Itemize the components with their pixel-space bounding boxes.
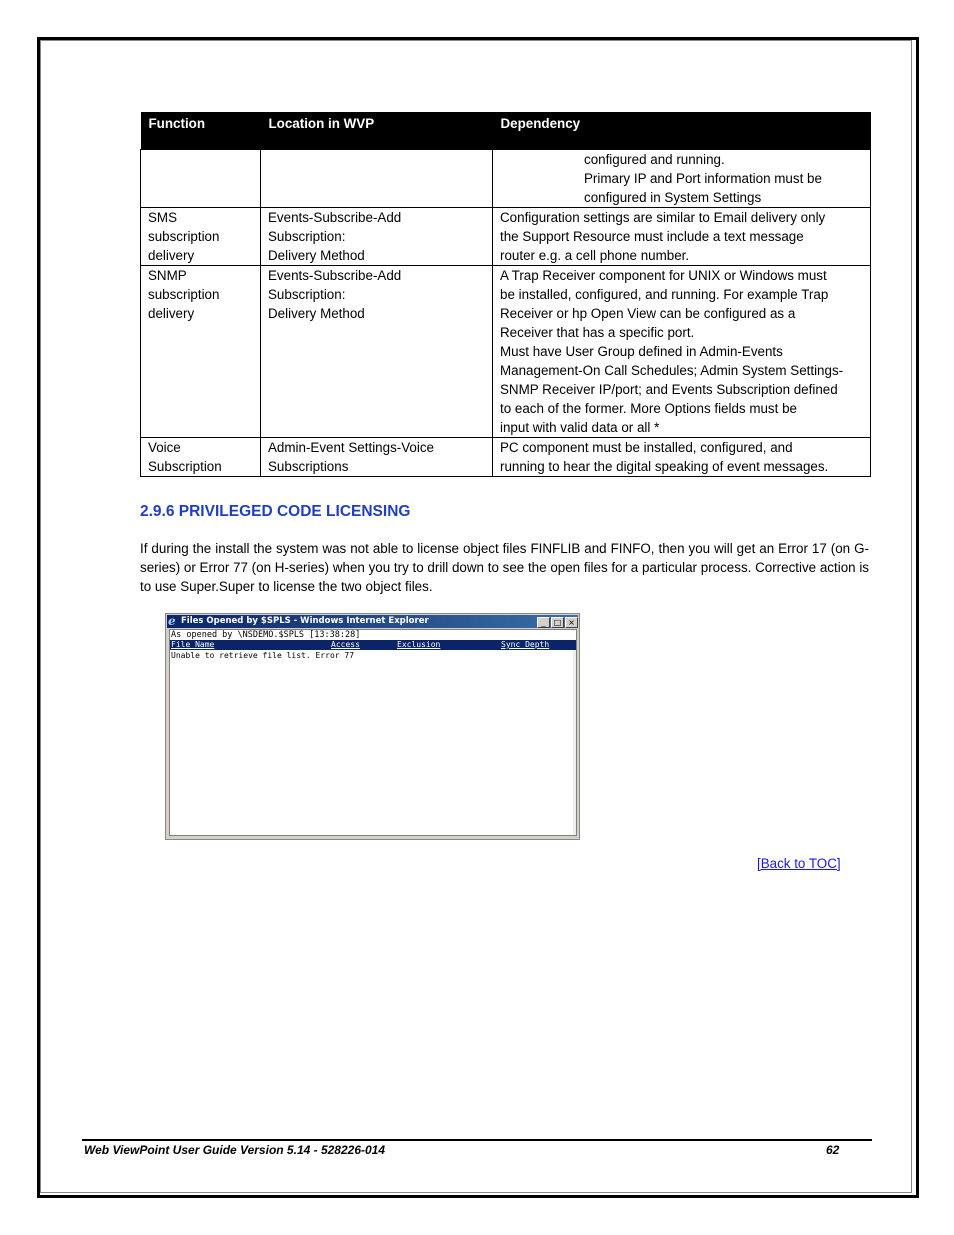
cell-dependency [493, 438, 871, 477]
window-title: Files Opened by $SPLS - Windows Internet Explorer [181, 616, 429, 626]
cell-line: SMS [148, 210, 178, 225]
cell-line: configured and running. [584, 152, 725, 167]
table-row [141, 208, 871, 266]
cell-line: Voice [148, 440, 181, 455]
cell-line: Management-On Call Schedules; Admin System Settings- [500, 363, 844, 378]
cell-line: SNMP [148, 268, 187, 283]
cell-location [261, 208, 493, 266]
cell-line: configured in System Settings [584, 190, 762, 205]
cell-line: SNMP Receiver IP/port; and Events Subscription defined [500, 382, 838, 397]
file-list-header [170, 640, 576, 650]
section-heading: 2.9.6 PRIVILEGED CODE LICENSING [140, 503, 411, 520]
cell-line: Subscription [148, 459, 222, 474]
cell-function [141, 208, 261, 266]
cell-function [141, 438, 261, 477]
cell-line: Receiver or hp Open View can be configured as a [500, 306, 796, 321]
cell-line: to each of the former. More Options fields must be [500, 401, 797, 416]
window-title-bar [167, 615, 578, 628]
ie-logo-icon: e [168, 614, 176, 628]
cell-line: Delivery Method [268, 306, 365, 321]
ie-screenshot-window [165, 613, 580, 840]
cell-function [141, 266, 261, 438]
cell-dependency [493, 208, 871, 266]
cell-line: Configuration settings are similar to Email delivery only [500, 210, 826, 225]
cell-line: Primary IP and Port information must be [584, 171, 822, 186]
table-row [141, 438, 871, 477]
cell-line: A Trap Receiver component for UNIX or Windows must [500, 268, 827, 283]
section-paragraph: If during the install the system was not able to license object files FINFLIB and FINFO, then you will get an Error 17 (on G-series) or Error 77 (on H-series) when you try to drill down to see the open files for a particular process. Corrective action is to use Super.Super to license the two object files. [140, 541, 869, 594]
footer-rule [82, 1139, 872, 1141]
window-content [169, 629, 577, 836]
cell-line: Must have User Group defined in Admin-Events [500, 344, 783, 359]
footer-title: Web ViewPoint User Guide Version 5.14 - 528226-014 [84, 1143, 386, 1157]
table-row [141, 150, 871, 208]
cell-line: input with valid data or all * [500, 420, 660, 435]
error-message: Unable to retrieve file list. Error 77 [171, 651, 355, 660]
cell-line: router e.g. a cell phone number. [500, 248, 690, 263]
cell-location [261, 150, 493, 208]
cell-line: Subscription: [268, 229, 346, 244]
cell-line: subscription [148, 229, 220, 244]
cell-line: Events-Subscribe-Add [268, 268, 402, 283]
col-access[interactable]: Access [331, 640, 360, 649]
cell-line: Subscriptions [268, 459, 349, 474]
col-exclusion[interactable]: Exclusion [397, 640, 441, 649]
cell-location [261, 438, 493, 477]
table-header-row [141, 112, 871, 150]
cell-line: the Support Resource must include a text message [500, 229, 804, 244]
cell-location [261, 266, 493, 438]
cell-line: Events-Subscribe-Add [268, 210, 402, 225]
cell-line: Subscription: [268, 287, 346, 302]
cell-function [141, 150, 261, 208]
minimize-button[interactable]: _ [537, 617, 550, 628]
table-row [141, 266, 871, 438]
back-to-toc-link[interactable]: [Back to TOC] [757, 856, 841, 871]
cell-line: Receiver that has a specific port. [500, 325, 695, 340]
cell-line: subscription [148, 287, 220, 302]
col-file-name[interactable]: File Name [171, 640, 215, 649]
header-location: Location in WVP [261, 112, 493, 150]
page-number: 62 [826, 1143, 840, 1157]
col-sync-depth[interactable]: Sync Depth [501, 640, 550, 649]
cell-dependency [493, 266, 871, 438]
close-button[interactable]: × [565, 617, 578, 628]
cell-line: be installed, configured, and running. For example Trap [500, 287, 829, 302]
cell-line: delivery [148, 306, 195, 321]
opened-by-line: As opened by \NSDEMO.$SPLS [13:38:28] [171, 630, 361, 640]
cell-line: Admin-Event Settings-Voice [268, 440, 434, 455]
cell-line: PC component must be installed, configured, and [500, 440, 793, 455]
header-dependency: Dependency [493, 112, 871, 150]
cell-line: delivery [148, 248, 195, 263]
cell-line: Delivery Method [268, 248, 365, 263]
maximize-button[interactable]: □ [551, 617, 564, 628]
cell-line: running to hear the digital speaking of event messages. [500, 459, 829, 474]
scrollbar[interactable] [573, 650, 576, 835]
cell-dependency [493, 150, 871, 208]
function-table [140, 112, 871, 477]
header-function: Function [141, 112, 261, 150]
